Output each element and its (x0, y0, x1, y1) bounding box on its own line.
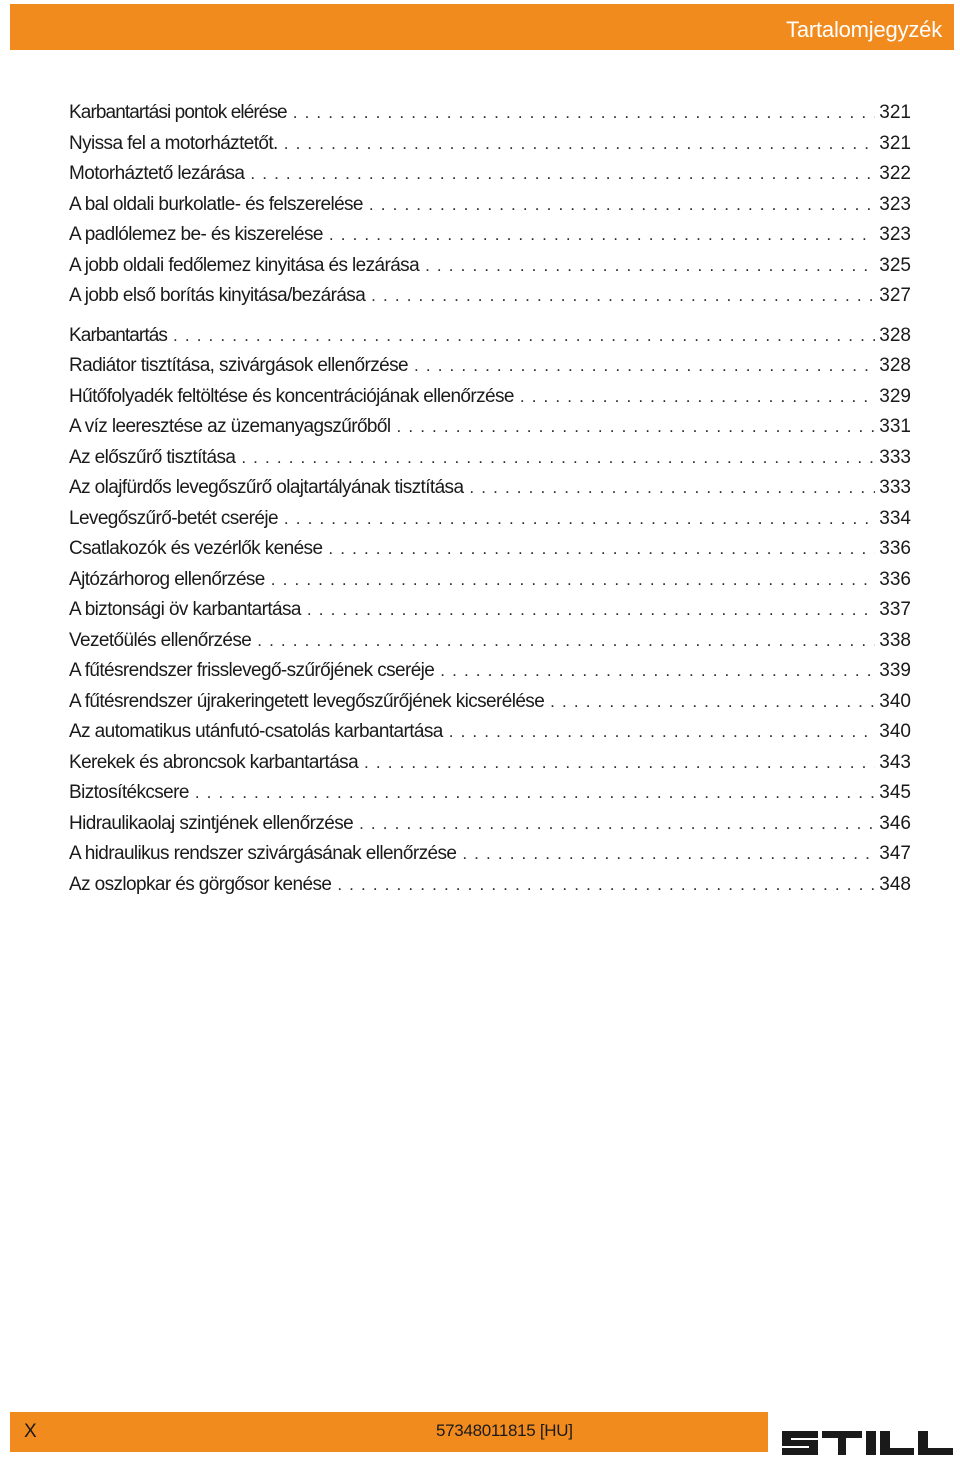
toc-entry[interactable] (69, 782, 911, 813)
toc-page-number: 321 (879, 102, 911, 123)
toc-dot-leader (520, 387, 875, 407)
toc-page-number: 323 (879, 224, 911, 245)
toc-page-number: 336 (879, 538, 911, 559)
page-title: Tartalomjegyzék (786, 17, 942, 42)
toc-entry-label: A padlólemez be- és kiszerelése (69, 224, 323, 245)
toc-page-number: 325 (879, 254, 911, 276)
toc-page-number: 328 (879, 355, 911, 376)
toc-entry-label: Levegőszűrő-betét cseréje (69, 507, 278, 529)
toc-entry-label: Az oszlopkar és görgősor kenése (69, 873, 332, 895)
toc-entry[interactable] (69, 224, 911, 255)
toc-entry[interactable] (69, 416, 911, 447)
toc-dot-leader (359, 814, 875, 834)
toc-entry-label: Hidraulikaolaj szintjének ellenőrzése (69, 812, 354, 834)
toc-entry[interactable] (69, 194, 911, 225)
toc-heading[interactable] (69, 325, 911, 356)
toc-entry[interactable] (69, 569, 911, 600)
toc-entry[interactable] (69, 599, 911, 630)
toc-page-number: 329 (879, 385, 911, 407)
toc-page-number: 334 (879, 507, 911, 529)
toc-entry-label: A víz leeresztése az üzemanyagszűrőből (69, 416, 391, 437)
section-letter: X (24, 1421, 37, 1442)
toc-page-number: 333 (879, 446, 911, 468)
toc-dot-leader (440, 661, 875, 681)
toc-page-number: 340 (879, 690, 911, 712)
toc-entry-label: Karbantartás (69, 324, 167, 346)
toc-entry[interactable] (69, 355, 911, 386)
toc-dot-leader (307, 600, 875, 620)
toc-dot-leader (328, 539, 875, 559)
toc-dot-leader (414, 356, 875, 376)
toc-page-number: 322 (879, 163, 911, 184)
toc-page-number: 348 (879, 873, 911, 895)
toc-dot-leader (329, 225, 875, 245)
toc-entry-label: A jobb első borítás kinyitása/bezárása (69, 285, 366, 306)
toc-entry-label: A bal oldali burkolatle- és felszerelése (69, 193, 363, 215)
toc-entry-label: Motorháztető lezárása (69, 163, 245, 184)
toc-dot-leader (462, 844, 875, 864)
toc-entry[interactable] (69, 691, 911, 722)
toc-entry[interactable] (69, 813, 911, 844)
toc-dot-leader (257, 631, 875, 651)
toc-entry-label: Radiátor tisztítása, szivárgások ellenőrzése (69, 355, 408, 376)
toc-entry-label: Vezetőülés ellenőrzése (69, 629, 252, 651)
table-of-contents (69, 102, 911, 904)
toc-dot-leader (271, 570, 876, 590)
toc-dot-leader (293, 103, 876, 123)
toc-entry-label: Az olajfürdős levegőszűrő olajtartályának tisztítása (69, 477, 464, 498)
toc-dot-leader (364, 753, 875, 773)
toc-entry[interactable] (69, 477, 911, 508)
toc-page-number: 343 (879, 751, 911, 773)
toc-entry-label: A fűtésrendszer újrakeringetett levegőszűrőjének kicserélése (69, 690, 545, 712)
toc-dot-leader (250, 164, 875, 184)
toc-dot-leader (337, 875, 875, 895)
toc-entry-label: A fűtésrendszer frisslevegő-szűrőjének cseréje (69, 660, 435, 681)
toc-dot-leader (241, 448, 875, 468)
toc-entry-label: Nyissa fel a motorháztetőt. (69, 132, 278, 154)
toc-entry[interactable] (69, 660, 911, 691)
toc-page-number: 331 (879, 416, 911, 437)
toc-page-number: 333 (879, 477, 911, 498)
toc-dot-leader (369, 195, 875, 215)
toc-entry-label: A biztonsági öv karbantartása (69, 599, 301, 620)
toc-entry-label: Karbantartási pontok elérése (69, 102, 287, 123)
toc-dot-leader (550, 692, 875, 712)
toc-entry[interactable] (69, 163, 911, 194)
toc-page-number: 321 (879, 132, 911, 154)
toc-dot-leader (284, 134, 876, 154)
toc-page-number: 323 (879, 193, 911, 215)
toc-page-number: 347 (879, 843, 911, 864)
toc-dot-leader (397, 417, 876, 437)
toc-entry[interactable] (69, 752, 911, 783)
toc-entry-label: Ajtózárhorog ellenőrzése (69, 568, 265, 590)
toc-entry-label: A jobb oldali fedőlemez kinyitása és lezárása (69, 254, 420, 276)
toc-entry[interactable] (69, 386, 911, 417)
toc-dot-leader (173, 326, 875, 346)
toc-page-number: 346 (879, 812, 911, 834)
toc-heading[interactable] (69, 102, 911, 133)
toc-dot-leader (469, 478, 875, 498)
still-logo (780, 1427, 955, 1459)
toc-page-number: 338 (879, 629, 911, 651)
toc-page-number: 345 (879, 782, 911, 803)
toc-entry[interactable] (69, 285, 911, 316)
toc-entry-label: Az automatikus utánfutó-csatolás karbantartása (69, 721, 443, 742)
toc-entry-label: Hűtőfolyadék feltöltése és koncentrációjának ellenőrzése (69, 385, 514, 407)
header-bar (10, 4, 954, 50)
toc-entry[interactable] (69, 447, 911, 478)
toc-dot-leader (425, 256, 875, 276)
toc-dot-leader (449, 722, 876, 742)
toc-entry-label: Csatlakozók és vezérlők kenése (69, 538, 323, 559)
toc-entry[interactable] (69, 508, 911, 539)
toc-dot-leader (371, 286, 875, 306)
toc-entry[interactable] (69, 721, 911, 752)
toc-entry[interactable] (69, 874, 911, 905)
toc-page-number: 339 (879, 660, 911, 681)
toc-entry-label: A hidraulikus rendszer szivárgásának ellenőrzése (69, 843, 457, 864)
toc-page-number: 336 (879, 568, 911, 590)
toc-dot-leader (195, 783, 875, 803)
toc-entry-label: Az előszűrő tisztítása (69, 446, 236, 468)
footer-bar (10, 1412, 768, 1452)
toc-entry[interactable] (69, 133, 911, 164)
toc-page-number: 340 (879, 721, 911, 742)
toc-entry[interactable] (69, 538, 911, 569)
document-number: 57348011815 [HU] (436, 1421, 573, 1440)
toc-entry-label: Kerekek és abroncsok karbantartása (69, 751, 359, 773)
toc-entry[interactable] (69, 630, 911, 661)
toc-entry[interactable] (69, 843, 911, 874)
toc-page-number: 327 (879, 285, 911, 306)
toc-entry-label: Biztosítékcsere (69, 782, 189, 803)
toc-entry[interactable] (69, 255, 911, 286)
toc-page-number: 337 (879, 599, 911, 620)
toc-dot-leader (284, 509, 875, 529)
toc-page-number: 328 (879, 324, 911, 346)
